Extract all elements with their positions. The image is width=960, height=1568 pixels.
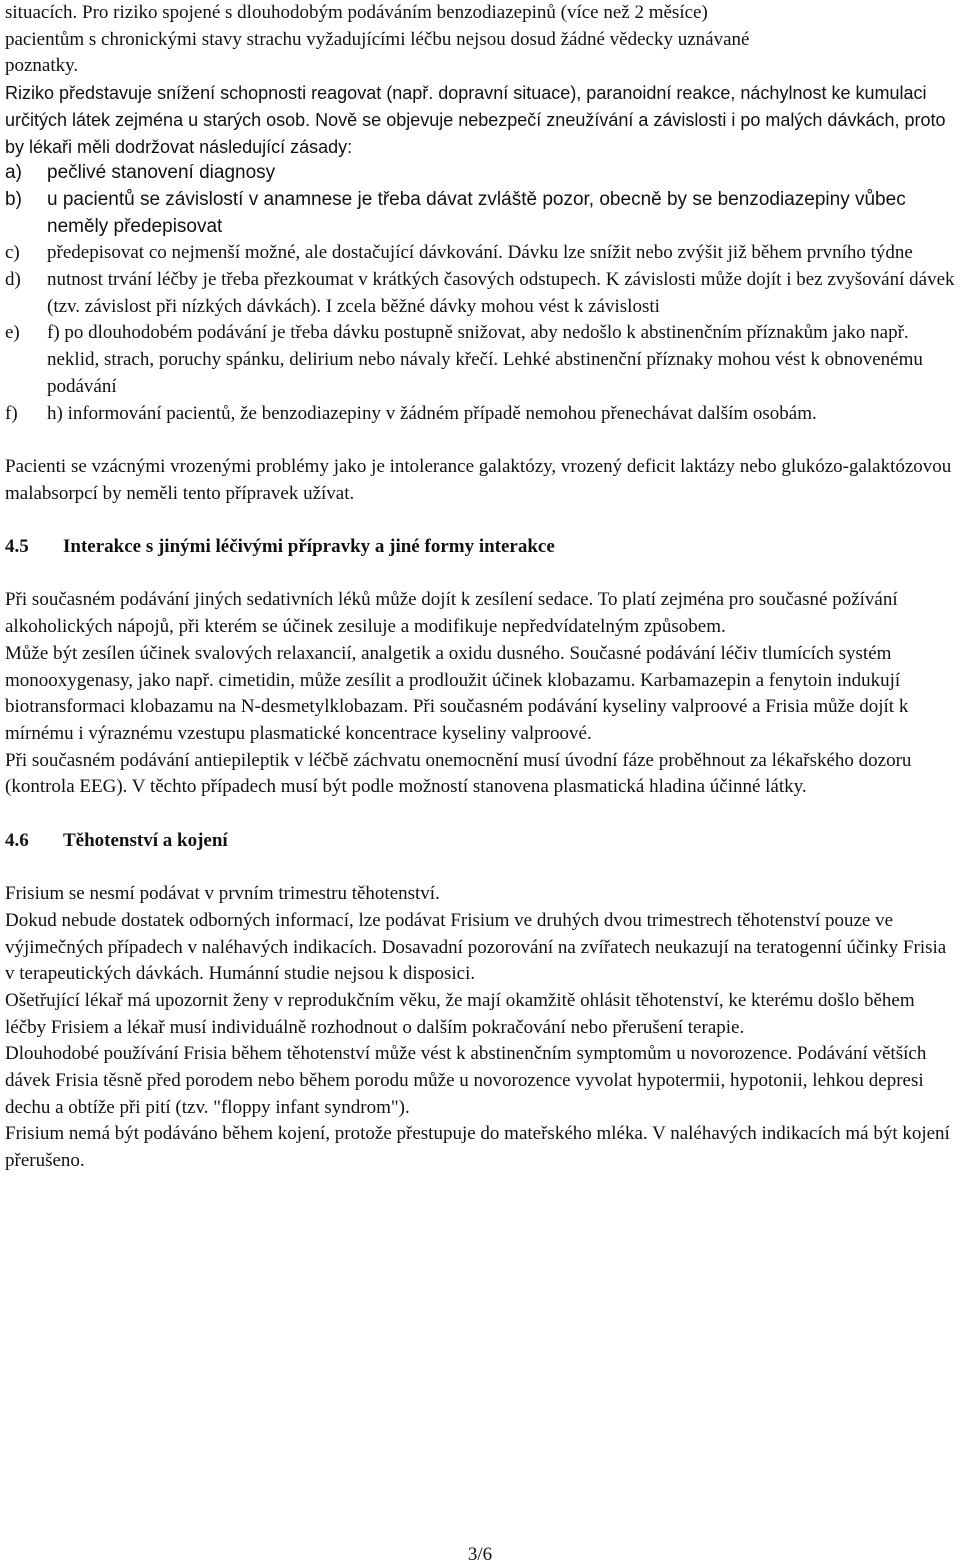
document-page bbox=[5, 0, 955, 1175]
pregnancy-paragraph: Frisium nemá být podáváno během kojení, protože přestupuje do mateřského mléka. V naléhavých indikacích má být kojení přerušeno. bbox=[5, 1123, 950, 1172]
list-item bbox=[5, 401, 955, 428]
list-item-text: f) po dlouhodobém podávání je třeba dávku postupně snižovat, aby nedošlo k abstinenčním příznakům jako např. neklid, strach, poruchy spánku, delirium nebo návaly křečí. Lehké abstinenční příznaky mohou vést k obnovenému podávání bbox=[47, 322, 923, 397]
section-title: Těhotenství a kojení bbox=[63, 829, 228, 851]
list-item-text: nutnost trvání léčby je třeba přezkoumat v krátkých časových odstupech. K závislosti může dojít i bez zvyšování dávek (tzv. závislost při nízkých dávkách). I zcela běžné dávky mohou vést k závislosti bbox=[47, 269, 955, 317]
intro-paragraph-1 bbox=[5, 0, 955, 80]
list-item bbox=[5, 267, 955, 320]
list-item-text: u pacientů se závislostí v anamnese je třeba dávat zvláště pozor, obecně by se benzodiazepiny vůbec neměly předepisovat bbox=[47, 188, 906, 237]
intro-paragraph-2 bbox=[5, 80, 955, 160]
pregnancy-paragraph: Frisium se nesmí podávat v prvním trimestru těhotenství. bbox=[5, 883, 440, 905]
spacer bbox=[5, 801, 955, 828]
list-marker: b) bbox=[5, 188, 22, 210]
list-marker: f) bbox=[5, 402, 18, 424]
spacer bbox=[5, 427, 955, 454]
list-item bbox=[5, 320, 955, 400]
pregnancy-paragraph: Ošetřující lékař má upozornit ženy v reprodukčním věku, že mají okamžitě ohlásit těhotenství, ke kterému došlo během léčby Frisiem a lékař musí individuálně rozhodnout o dalším pokračování nebo přerušení terapie. bbox=[5, 989, 915, 1038]
list-item bbox=[5, 240, 955, 267]
section-number: 4.5 bbox=[5, 536, 29, 558]
intro-line-3: poznatky. bbox=[5, 55, 79, 77]
list-marker: e) bbox=[5, 322, 20, 344]
list-item-text: předepisovat co nejmenší možné, ale dostačující dávkování. Dávku lze snížit nebo zvýšit již během prvního týdne bbox=[47, 242, 913, 264]
section-heading-4-6 bbox=[5, 828, 955, 855]
rules-list bbox=[5, 160, 955, 240]
pregnancy-paragraph: Dlouhodobé používání Frisia během těhotenství může vést k abstinenčním symptomům u novorozence. Podávání větších dávek Frisia těsně před porodem nebo během porodu může u novorozence vyvolat hypotermii, hypotonii, lehkou depresi dechu a obtíže při pití (tzv. "floppy infant syndrom"). bbox=[5, 1043, 927, 1118]
section-heading-4-5 bbox=[5, 534, 955, 561]
spacer bbox=[5, 854, 955, 881]
interaction-paragraph: Při současném podávání jiných sedativních léků může dojít k zesílení sedace. To platí zejména pro současné požívání alkoholických nápojů, při kterém se účinek zesiluje a modifikuje nepředvídatelným způsobem. bbox=[5, 589, 898, 638]
page-number: 3/6 bbox=[467, 1544, 493, 1565]
list-marker: c) bbox=[5, 242, 20, 264]
list-item-text: pečlivé stanovení diagnosy bbox=[47, 162, 276, 184]
list-item-text: h) informování pacientů, že benzodiazepiny v žádném případě nemohou přenechávat dalším osobám. bbox=[47, 402, 817, 424]
section-number: 4.6 bbox=[5, 829, 29, 851]
spacer bbox=[5, 561, 955, 588]
intro-line-2: pacientům s chronickými stavy strachu vyžadujícími léčbu nejsou dosud žádné vědecky uznávané bbox=[5, 28, 750, 50]
spacer bbox=[5, 507, 955, 534]
pregnancy-paragraph: Dokud nebude dostatek odborných informací, lze podávat Frisium ve druhých dvou trimestrech těhotenství pouze ve výjimečných případech v naléhavých indikacích. Dosavadní pozorování na zvířatech neukazují na teratogenní účinky Frisia v terapeutických dávkách. Humánní studie nejsou k disposici. bbox=[5, 909, 947, 985]
list-marker: d) bbox=[5, 269, 21, 291]
list-marker: a) bbox=[5, 162, 22, 184]
interaction-paragraph: Při současném podávání antiepileptik v léčbě záchvatu onemocnění musí úvodní fáze proběhnout za lékařského dozoru (kontrola EEG). V těchto případech musí být podle možností stanovena plasmatická hladina účinné látky. bbox=[5, 749, 912, 798]
list-item bbox=[5, 160, 955, 187]
risk-text: Riziko představuje snížení schopnosti reagovat (např. dopravní situace), paranoidní reakce, náchylnost ke kumulaci určitých látek zejména u starých osob. bbox=[5, 83, 927, 130]
abuse-text: Nově se objevuje nebezpečí zneužívání a závislosti i po malých dávkách, proto by lékaři měli dodržovat následující zásady: bbox=[5, 109, 946, 157]
intro-line-1: situacích. Pro riziko spojené s dlouhodobým podáváním benzodiazepinů (více než 2 měsíce) bbox=[5, 2, 708, 23]
list-item bbox=[5, 187, 955, 240]
interaction-paragraph: Může být zesílen účinek svalových relaxancií, analgetik a oxidu dusného. Současné podávání léčiv tlumících systém monooxygenasy, jako např. cimetidin, může zesílit a prodloužit účinek klobazamu. Karbamazepin a fenytoin indukují biotransformaci klobazamu na N-desmetylklobazam. Při současném podávání kyseliny valproové a Frisia může dojít k mírnému i výraznému vzestupu plasmatické koncentrace kyseliny valproové. bbox=[5, 642, 909, 744]
rules-list-continued bbox=[5, 240, 955, 427]
section-title: Interakce s jinými léčivými přípravky a jiné formy interakce bbox=[63, 536, 555, 558]
galactose-note: Pacienti se vzácnými vrozenými problémy jako je intolerance galaktózy, vrozený deficit laktázy nebo glukózo-galaktózovou malabsorpcí by neměli tento přípravek užívat. bbox=[5, 455, 952, 504]
